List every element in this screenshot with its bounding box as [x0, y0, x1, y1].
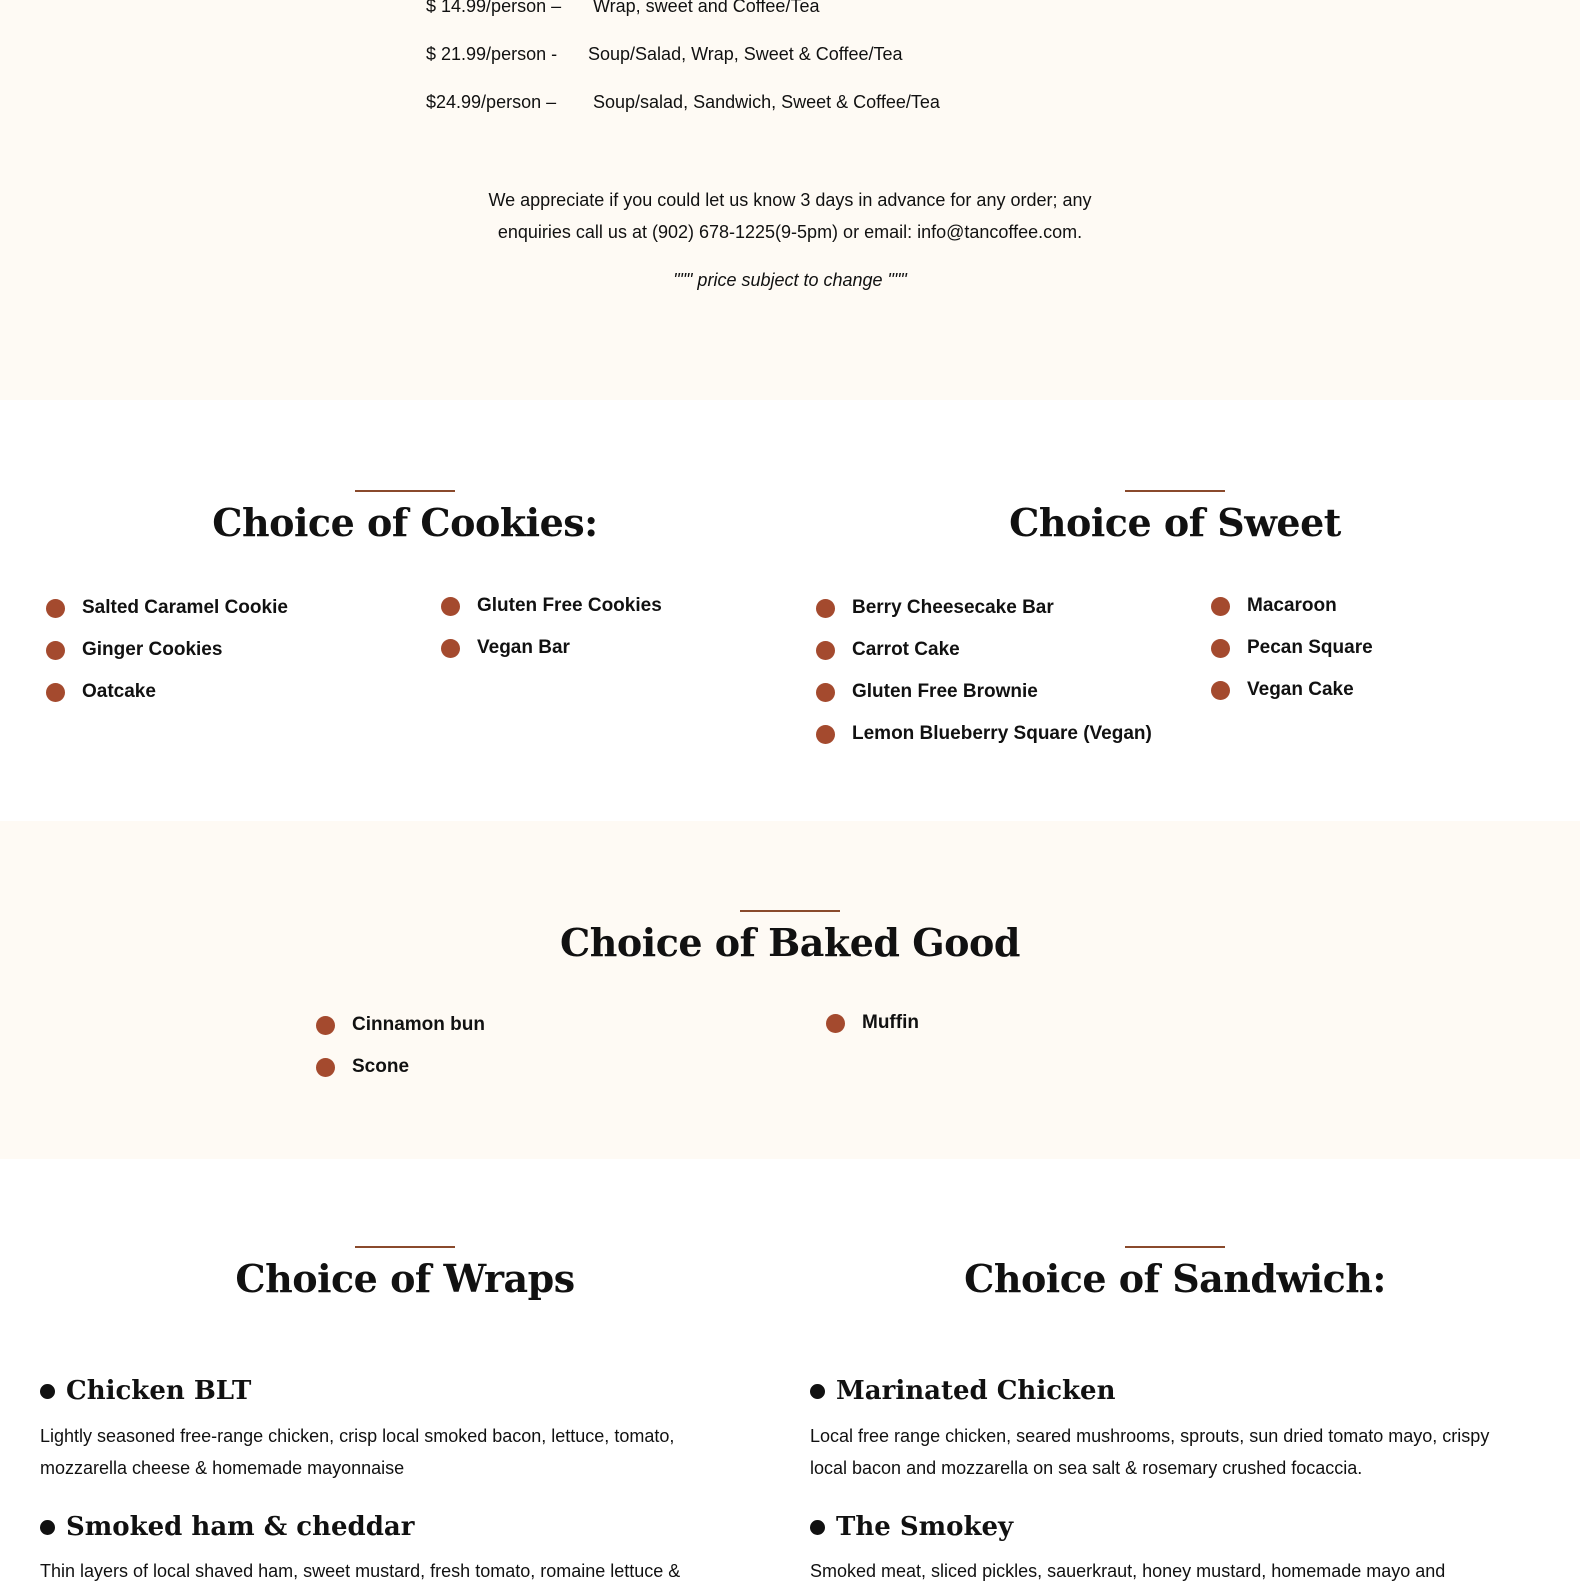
order-note — [0, 184, 1580, 248]
baked-item: Scone — [316, 1056, 409, 1078]
price-description: Soup/salad, Sandwich, Sweet & Coffee/Tea — [593, 92, 940, 112]
bullet-icon — [441, 597, 460, 616]
sweet-item: Carrot Cake — [816, 639, 960, 661]
bullet-icon — [46, 599, 65, 618]
section-divider — [1125, 490, 1225, 492]
bullet-icon — [1211, 597, 1230, 616]
bullet-icon — [826, 1014, 845, 1033]
section-divider — [1125, 1246, 1225, 1248]
sweet-heading: Choice of Sweet — [1009, 500, 1341, 545]
baked-heading: Choice of Baked Good — [560, 920, 1020, 965]
baked-item: Cinnamon bun — [316, 1014, 485, 1036]
bullet-icon — [316, 1016, 335, 1035]
price-row — [426, 0, 820, 17]
bullet-icon — [1211, 681, 1230, 700]
sweet-item: Macaroon — [1211, 595, 1337, 617]
section-divider — [740, 910, 840, 912]
sandwich-heading: Choice of Sandwich: — [964, 1256, 1386, 1301]
sandwich-title: The Smokey — [810, 1512, 1013, 1542]
bullet-icon — [816, 641, 835, 660]
bullet-icon — [810, 1384, 825, 1399]
price-description: Wrap, sweet and Coffee/Tea — [593, 0, 820, 16]
bullet-icon — [46, 641, 65, 660]
wrap-description: Thin layers of local shaved ham, sweet mustard, fresh tomato, romaine lettuce & — [40, 1561, 681, 1581]
price-amount: $ 21.99/person - — [426, 44, 558, 64]
cookie-item: Ginger Cookies — [46, 639, 222, 661]
bullet-icon — [441, 639, 460, 658]
cookie-item: Vegan Bar — [441, 637, 570, 659]
sweet-item: Gluten Free Brownie — [816, 681, 1038, 703]
cookie-item: Gluten Free Cookies — [441, 595, 662, 617]
bullet-icon — [816, 599, 835, 618]
bullet-icon — [40, 1384, 55, 1399]
price-row — [426, 44, 903, 65]
sweet-item: Vegan Cake — [1211, 679, 1354, 701]
price-amount: $24.99/person – — [426, 92, 557, 112]
price-amount: $ 14.99/person – — [426, 0, 562, 16]
bullet-icon — [816, 725, 835, 744]
sandwich-title: Marinated Chicken — [810, 1376, 1116, 1406]
bullet-icon — [316, 1058, 335, 1077]
cookies-heading: Choice of Cookies: — [212, 500, 598, 545]
price-row — [426, 92, 940, 113]
bullet-icon — [46, 683, 65, 702]
bullet-icon — [810, 1520, 825, 1535]
sweet-item: Pecan Square — [1211, 637, 1373, 659]
section-divider — [355, 1246, 455, 1248]
cookie-item: Salted Caramel Cookie — [46, 597, 288, 619]
order-note-line: enquiries call us at (902) 678-1225(9-5pm) or email: info@tancoffee.com. — [497, 222, 1083, 242]
wrap-title: Smoked ham & cheddar — [40, 1512, 414, 1542]
bullet-icon — [1211, 639, 1230, 658]
cookie-item: Oatcake — [46, 681, 156, 703]
wrap-description: Lightly seasoned free-range chicken, crisp local smoked bacon, lettuce, tomato, mozzarella cheese & homemade mayonnaise — [40, 1426, 675, 1478]
bullet-icon — [816, 683, 835, 702]
wraps-heading: Choice of Wraps — [235, 1256, 575, 1301]
sandwich-description: Local free range chicken, seared mushrooms, sprouts, sun dried tomato mayo, crispy local bacon and mozzarella on sea salt & rosemary crushed focaccia. — [810, 1426, 1490, 1478]
sweet-item: Berry Cheesecake Bar — [816, 597, 1054, 619]
price-disclaimer: """ price subject to change """ — [673, 270, 907, 290]
order-note-line: We appreciate if you could let us know 3 days in advance for any order; any — [488, 190, 1092, 210]
sweet-item: Lemon Blueberry Square (Vegan) — [816, 723, 1152, 745]
bullet-icon — [40, 1520, 55, 1535]
sandwich-description: Smoked meat, sliced pickles, sauerkraut, honey mustard, homemade mayo and — [810, 1561, 1446, 1581]
baked-section — [0, 821, 1580, 1159]
baked-item: Muffin — [826, 1012, 919, 1034]
section-divider — [355, 490, 455, 492]
price-description: Soup/Salad, Wrap, Sweet & Coffee/Tea — [588, 44, 903, 64]
wrap-title: Chicken BLT — [40, 1376, 251, 1406]
